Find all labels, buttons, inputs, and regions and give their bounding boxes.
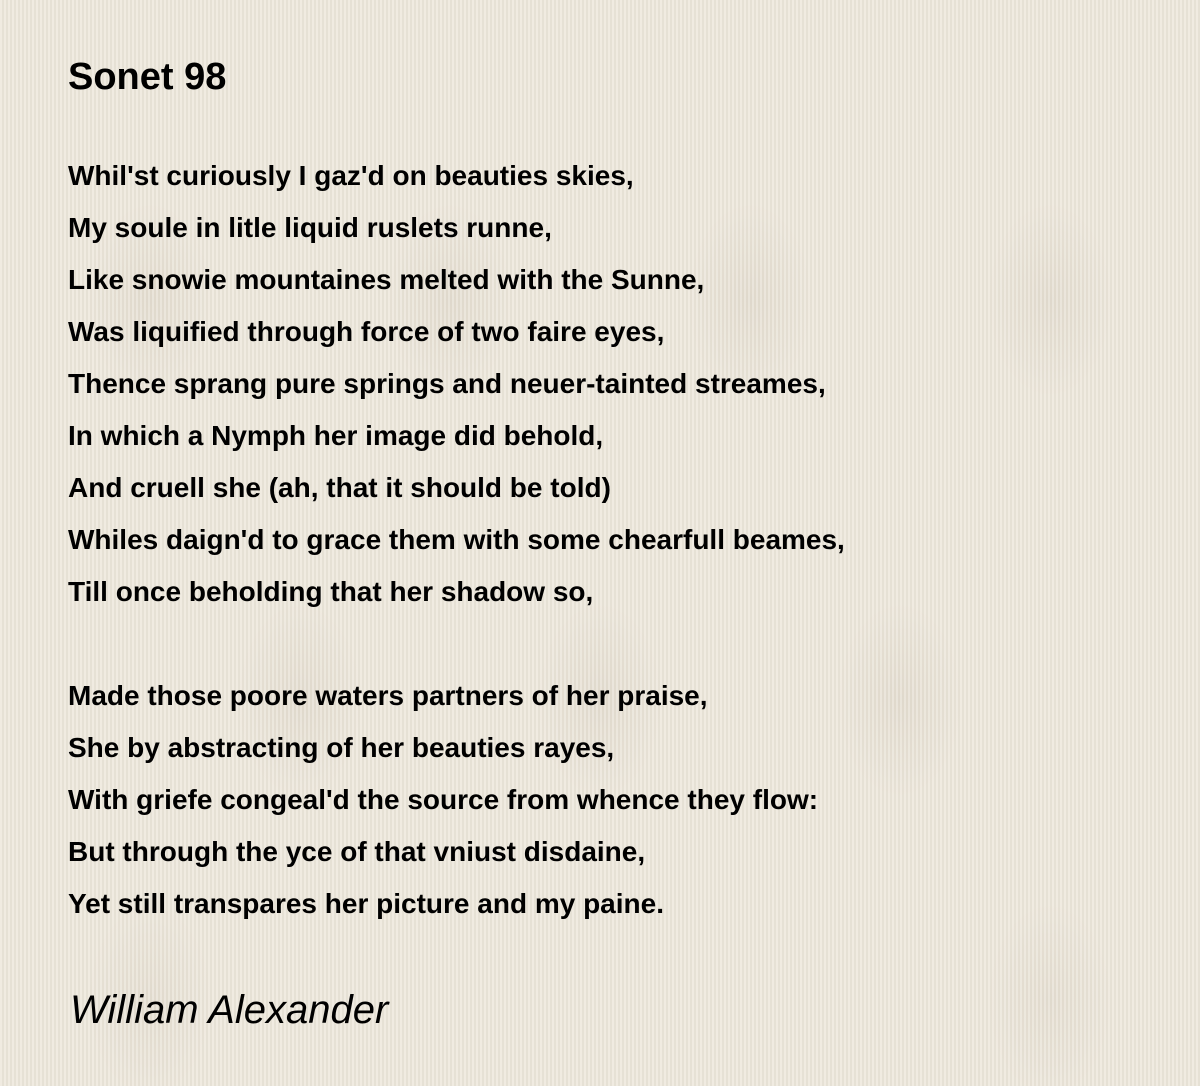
poem-line: Thence sprang pure springs and neuer-tainted streames, <box>68 368 826 399</box>
poem-line: And cruell she (ah, that it should be told) <box>68 472 611 503</box>
poem-line: Whil'st curiously I gaz'd on beauties skies, <box>68 160 634 191</box>
poem-line: But through the yce of that vniust disdaine, <box>68 836 646 867</box>
stanza-1 <box>68 150 845 618</box>
poem-line: Whiles daign'd to grace them with some chearfull beames, <box>68 524 845 555</box>
poem-line: In which a Nymph her image did behold, <box>68 420 604 451</box>
poem-title: Sonet 98 <box>68 56 227 98</box>
poem-line: She by abstracting of her beauties rayes, <box>68 732 615 763</box>
poem-line: Made those poore waters partners of her praise, <box>68 680 708 711</box>
stanza-2 <box>68 670 818 930</box>
poem-line: Like snowie mountaines melted with the Sunne, <box>68 264 705 295</box>
poem-line: My soule in litle liquid ruslets runne, <box>68 212 552 243</box>
poem-author: William Alexander <box>70 988 389 1032</box>
poem-line: Was liquified through force of two faire eyes, <box>68 316 665 347</box>
poem-line: With griefe congeal'd the source from whence they flow: <box>68 784 819 815</box>
poem-line: Yet still transpares her picture and my paine. <box>68 888 664 919</box>
poem-line: Till once beholding that her shadow so, <box>68 576 594 607</box>
